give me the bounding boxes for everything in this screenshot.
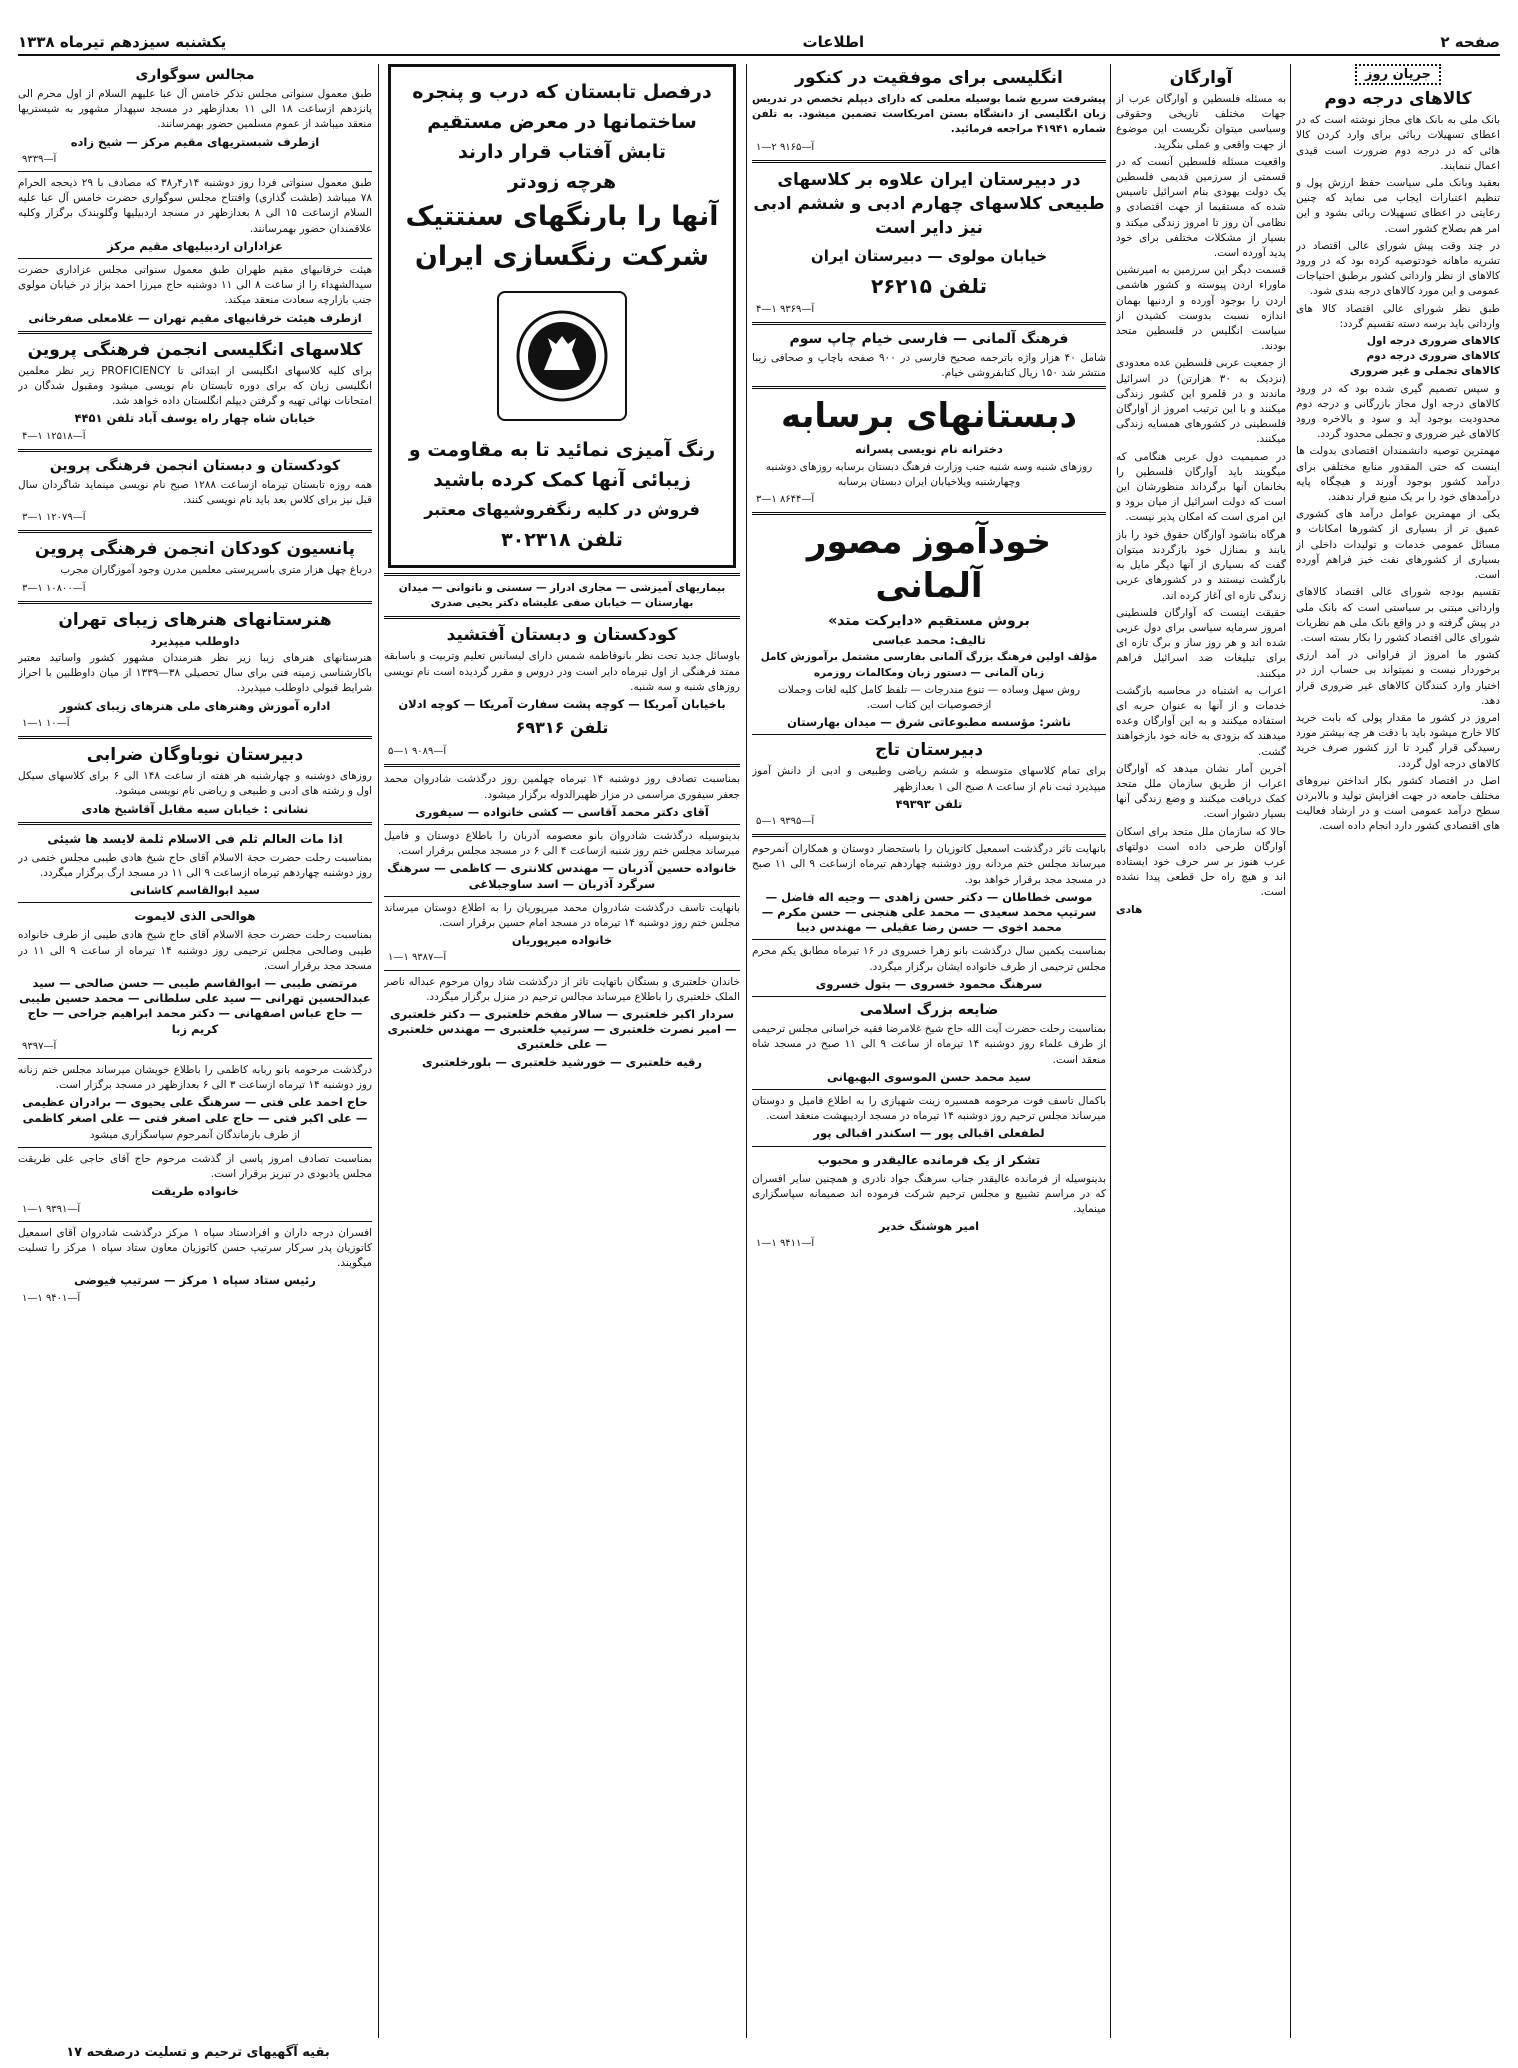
ad-text: روزهای دوشنبه و چهارشنبه هر هفته از ساعت ۱۴۸ الی ۶ برای کلاسهای سیکل اول و رشته های ادبی و طبیعی و ریاضی نام نویسی میشود. <box>18 770 372 798</box>
notice-text: بانهایت تاثر درگذشت اسمعیل کاتوزیان را باستحضار دوستان و همکاران آنمرحوم میرساند مجلس ختم مردانه روز دوشنبه چهاردهم تیرماه ازساعت ۹ الی ۱۱ صبح در مسجد مجد برقرار خواهد بود. <box>752 843 1106 886</box>
ad-code: آ—۸۶۴۴ ۱—۳ <box>756 494 815 506</box>
notice-names: حاج احمد علی فتی — سرهنگ علی یحیوی — برادران عظیمی — علی اکبر فتی — حاج علی اصغر فتی — علی اصغر کاظمی <box>22 1095 368 1125</box>
ad-code: آ—۹۳۶۹ ۱—۴ <box>756 303 815 315</box>
ad-text: روش سهل وساده — تنوع مندرجات — تلفظ کامل کلیه لغات وجملات ازخصوصیات این کتاب است. <box>777 683 1081 712</box>
notice-text: طبق معمول سنواتی فردا روز دوشنبه ۱۴ر۴ر۳۸ که مصادف با ۲۹ ذیحجه الحرام ۷۸ میباشد (طشت گذاری) وافتتاح مجلس سوگواری حضرت خامس آل عبا علیه السلام ازساعت ۱۵ الی ۸ بعدازظهر در مسجد اردبیلیها وگلوبندک برگزار وکلیه علاقمندان حضور بهمرسانند. <box>18 177 372 235</box>
notice-text: بمناسبت یکمین سال درگذشت بانو زهرا خسروی در ۱۶ تیرماه مطابق یکم محرم مجلس ترحیمی از طرف خانواده ایشان برگزار میگردد. <box>752 945 1106 973</box>
paragraph: حالا که سازمان ملل متحد برای اسکان آوارگان طرحی داده است دولتهای عرب هنوز بر سر حرف خود ایستاده اند و هیچ راه حل قطعی پیدا نشده است. <box>1116 825 1286 899</box>
ad-author: تالیف: محمد عباسی <box>872 633 986 648</box>
paragraph: یکی از مهمترین عوامل درآمد های کشوری عمیق تر از بسیاری از کشورها امکانات و مسائل عمومی خدمات و تولیدات داخلی از بسیاری از کشورهای نفت خیز فراهم آورده است. <box>1296 508 1500 582</box>
notice-names: موسی خطاطان — دکتر حسن زاهدی — وجیه اله فاضل — سرتیپ محمد سعیدی — محمد علی هنجنی — حسن مکرم — محمد اخوی — حسن رضا عقیلی — مهندس دیبا <box>761 889 1097 935</box>
notice-names: مرتضی طیبی — ابوالقاسم طیبی — حسن صالحی — سید عبدالحسین تهرانی — سید علی سلطانی — محمد حسین طیبی — حاج عباس اصفهانی — دکتر محمد ابراهیم جراحی — حاج کریم زبا <box>19 975 371 1036</box>
notice-signature: سید ابوالقاسم کاشانی <box>130 883 260 898</box>
ad-title: دبیرستان تاج <box>874 740 984 761</box>
ad-code: آ—۱۰۸۰۰ ۱—۳ <box>22 582 86 594</box>
ad-text: درباغ چهل هزار متری باسرپرستی معلمین مدرن وجود آموزگاران مجرب <box>60 564 372 577</box>
paragraph: بعقید وبانک ملی سیاست حفظ ارزش پول و تنظیم اعتبارات ایجاب می نماید که چنین رعایتی در اعطای تسهیلات ربائی بشود و این امر هم بصلاح کشور است. <box>1296 177 1500 235</box>
notice-text: بمناسبت رحلت حضرت حجة الاسلام آقای حاج شیخ هادی طیبی مجلس ختمی در روز دوشنبه چهاردهم تیرماه ازساعت ۹ الی ۱۱ در مسجد ارگ برگزار میگردد. <box>18 851 372 879</box>
ad-text: همه روزه تابستان تیرماه ازساعت ۱۲۸۸ صبح نام نویسی مینماید شاگردان سال قبل نیز برای کلاس بعد باید نام نویسی کنند. <box>18 478 372 507</box>
notice-text: افسران درجه داران و افرادستاد سپاه ۱ مرکز درگذشت شادروان آقای اسمعیل کاتوزیان پدر سرکار سرتیپ حسن کاتوزیان معاون ستاد سپاه ۱ مرکز را تسلیت میگویند. <box>18 1226 372 1270</box>
notice-signature: لطفعلی اقبالی پور — اسکندر اقبالی پور <box>813 1126 1045 1141</box>
ad-brand-line: آنها را بارنگهای سنتتیک <box>405 201 719 232</box>
paragraph: هرگاه بناشود آوارگان حقوق خود را باز یابند و بمنازل خود بازگردند میتوان گفت که بسیاری از آنها دیگر مایل به بازگشت نیستند و در کشورهای عربی زندگی تازه ای آغاز کرده اند. <box>1116 528 1286 602</box>
section-tag: جریان روز <box>1355 64 1441 85</box>
ad-line: درفصل تابستان که درب و پنجره <box>412 81 712 103</box>
ad-text: مؤلف اولین فرهنگ بزرگ آلمانی بفارسی مشتمل برآموزش کامل زبان آلمانی — دستور زبان ومکالمات روزمره <box>760 651 1098 679</box>
paragraph: در صمیمیت دول عربی هنگامی که میگویند باید آوارگان فلسطین را بخانمان آنها برگرداند منظورشان این است که دولت اسرائیل از میان برود و این امری است که امکان پذیر نیست. <box>1116 450 1286 524</box>
ad-signature: اداره آموزش وهنرهای ملی هنرهای زیبای کشور <box>59 698 331 713</box>
paragraph: کشور ما امروز از فراوانی در آمد ارزی برخوردار نیست و نمیتواند بی حساب ارز در اختیار وارد کنندگان کالاهای غیر ضروری قرار دهد. <box>1296 649 1500 707</box>
notice-text: بدینوسیله درگذشت شادروان بانو معصومه آذربان را باطلاع دوستان و فامیل میرساند مجلس ختم روز شنبه ازساعت ۴ الی ۶ در مسجد مجلس برقرار است. <box>384 830 740 858</box>
paragraph: و سپس تصمیم گیری شده بود که در ورود کالاهای درجه اول مجاز بازرگانی و درجه دوم محدودیت بوجود آید و سود و بالاخره ورود کالاهای غیر ضروری و تجملی محدود گردد. <box>1296 382 1500 441</box>
ad-phone: تلفن ۶۹۳۱۶ <box>515 718 609 738</box>
notice-signature: عزاداران اردبیلیهای مقیم مرکز <box>107 238 283 253</box>
ad-code: آ—۹۳۹۱ ۱—۱ <box>22 1203 81 1215</box>
ad-code: آ—۱۲۰۷۹ ۱—۳ <box>22 512 86 524</box>
ad-line: زیبائی آنها کمک کرده باشید <box>433 469 691 491</box>
ad-address: خیابان شاه چهار راه یوسف آباد تلفن ۴۴۵۱ <box>74 411 316 426</box>
notice-signature: ازطرف شبستریهای مقیم مرکز — شیخ زاده <box>70 134 320 149</box>
ads-column-left <box>384 64 740 2044</box>
column-rule <box>746 64 747 2038</box>
ad-line: تابش آفتاب قرار دارند <box>457 141 667 163</box>
ad-text: هنرستانهای هنرهای زیبا زیر نظر هنرمندان مشهور کشور واساتید معتبر باکارشناسی زمینه فنی برای سال تحصیلی ۳۸—۱۳۳۹ از میان داوطلبین با احراز شرایط قبولی داوطلب میپذیرد. <box>18 652 372 695</box>
notice-text: هیئت خرقانیهای مقیم طهران طبق معمول سنواتی مجلس عزاداری حضرت سیدالشهداء را از ساعت ۸ الی ۱۱ دوشنبه حاج میرزا احمد بزاز در خیابان مولوی جنب بازارچه سعادت منعقد میکند. <box>18 264 372 307</box>
paragraph: قسمت دیگر این سرزمین به امیرنشین ماوراء اردن پیوسته و کشور هاشمی اردن را بوجود آورده و اردنیها بهمان اندازه نسبت بدوست کشیدن از سیاست انگلیس در فلسطین متحد بودند. <box>1116 264 1286 353</box>
ad-subtitle: داوطلب میپذیرد <box>150 633 240 648</box>
notice-text: بانهایت تاسف درگذشت شادروان محمد میرپوریان را به اطلاع دوستان میرساند مجلس ختم روز دوشنبه ۱۴ تیرماه در مسجد امام حسین برقرار است. <box>384 901 740 930</box>
ad-code: آ—۹۰۸۹ ۱—۵ <box>388 746 447 758</box>
notice-signature: امیر هوشنگ خدیر <box>878 1219 980 1234</box>
notice-text: طبق معمول سنواتی مجلس تذکر خامس آل عبا علیهم السلام از اول محرم الی پانزدهم ازساعت ۱۸ الی ۱۱ بعدازظهر در مسجد سپهدار مشهور به شیستریها منعقد میباشد از عموم مسلمین حضور بهمرسانند. <box>18 88 372 131</box>
ad-line: فروش در کلیه رنگفروشیهای معتبر <box>424 500 700 519</box>
ad-text: برای کلیه کلاسهای انگلیسی از ابتدائی تا PROFICIENCY زیر نظر معلمین انگلیسی زبان که برای دوره تابستان نام نویسی میشود ومقبول شدگان در امتحانات نهائی تهیه و گرفتن دیپلم انگلستان داده خواهد شد. <box>18 364 372 408</box>
ad-title: فرهنگ آلمانی — فارسی خیام چاپ سوم <box>789 331 1069 348</box>
notice-signature: خانواده میرپوریان <box>511 933 613 948</box>
ad-text: برای تمام کلاسهای متوسطه و ششم ریاضی وطبیعی و ادبی از دانش آموز میپذیرد ثبت نام از ساعت ۸ صبح الی ۱ بعدازظهر <box>752 765 1106 793</box>
ad-brand-name: شرکت رنگسازی ایران <box>414 241 710 272</box>
ad-line: هرچه زودتر <box>507 171 617 193</box>
notice-text: خاندان خلعتبری و بستگان باتهایت تاثر از درگذشت شاد روان مرحوم عبداله ناصر الملک خلعتبری را باطلاع میرساند مجالس ترحیم در منزل برگزار میگردد. <box>384 975 740 1003</box>
notice-signature: آقای دکتر محمد آقاسی — کشی خانواده — سیفوری <box>415 804 709 819</box>
ad-title: پانسیون کودکان انجمن فرهنگی پروین <box>34 539 356 560</box>
ad-title: کلاسهای انگلیسی انجمن فرهنگی پروین <box>27 339 363 360</box>
ad-title: کودکستان و دبستان آفتشید <box>446 625 678 646</box>
ad-address: خیابان مولوی — دبیرستان ایران <box>810 246 1048 265</box>
paragraph: آخرین آمار نشان میدهد که آوارگان اعراب از طریق سازمان ملل متحد کمک دریافت میکنند و وضع زندگی آنها بسیار دشوار است. <box>1116 762 1286 821</box>
ad-code: آ—۹۳۹۵ ۱—۵ <box>756 816 815 828</box>
notice-text: باکمال تاسف فوت مرحومه همسیره زینت شهیازی را به اطلاع فامیل و دوستان میرساند مجلس ترحیم روز دوشنبه ۱۴ تیرماه در مسجد اردیبهشت منعقد است. <box>752 1094 1106 1123</box>
column-rule <box>1110 64 1111 2038</box>
ad-line: رنگ آمیزی نمائید تا به مقاومت و <box>408 439 716 461</box>
ad-title: انگلیسی برای موفقیت در کنکور <box>795 68 1063 88</box>
ad-phone: تلفن ۴۹۳۹۳ <box>895 796 963 811</box>
notice-text: بمناسبت رحلت حضرت حجة الاسلام آقای حاج شیخ هادی طیبی از طرف خانواده طیبی وصالحی مجلس ترحیمی روز دوشنبه ۱۴ تیرماه از ساعت ۹ الی ۱۱ در مسجد مجد برقرار است. <box>18 929 372 972</box>
ad-subtitle: بروش مستقیم «دایرکت متد» <box>828 613 1030 630</box>
ad-code: آ—۹۱۶۵ ۲—۱ <box>756 141 815 153</box>
paragraph: امروز در کشور ما مقدار پولی که بابت خرید کالا خارج میشود باید با دقت هر چه بیشتر مورد رسیدگی قرار گیرد تا ارز کشور صرف خرید کالاهای درجه اول گردد. <box>1296 711 1500 770</box>
ad-code: آ—۹۳۹۷ <box>22 1040 57 1052</box>
notice-signature: رئیس ستاد سپاه ۱ مرکز — سرتیپ فیوضی <box>74 1273 316 1288</box>
ad-text: در دبیرستان ایران علاوه بر کلاسهای طبیعی کلاسهای چهارم ادبی و ششم ادبی نیز دایر است <box>753 169 1105 238</box>
notice-names: سردار اکبر خلعتبری — سالار مفخم خلعتبری — دکتر خلعتبری — امیر نصرت خلعتبری — سرتیپ خلعتبری — مهندس خلعتبری — علی خلعتبری <box>387 1007 737 1052</box>
paragraph: در چند وقت پیش شورای عالی اقتصاد در تشریه ماهانه خودتوصیه کرده بود که در ورود کالاهای از نظر وارداتی کشور برطبق احتیاجات عمومی و این مورد کالاهای درجه بندی شود. <box>1296 239 1500 298</box>
paragraph: از جمعیت عربی فلسطین عده معدودی (نزدیک به ۳۰ هزارتن) در اسرائیل ماندند و در قلمرو این کشور زندگی میکنند و با این ترتیب امروز از آوارگان فلسطینی در کشورهای همسایه زندگی میکنند. <box>1116 357 1286 446</box>
notice-signature: خانواده طریقت <box>151 1184 239 1199</box>
ad-code: آ—۱۰ ۱—۱ <box>22 717 70 729</box>
notice-text: بمناسبت تصادف امروز پاسی از گذشت مرحوم حاج آقای حاجی علی طریقت مجلس یادبودی در تبریز برقرار است. <box>18 1152 372 1181</box>
paragraph: مهمترین توصیه دانشمندان اقتصادی بدولت ها اینست که حتی المقدور منابع مختلفی برای درآمد کشور بوجود آورند و هیچگاه پایه درآمدهای خود را بر یک منبع قرار ندهند. <box>1296 445 1500 504</box>
paragraph: بانک ملی به بانک های مجاز نوشته است که در اعطای تسهیلات ربائی برای وارد کردن کالا هائی که در درجه دوم ضرورت است قیدی اعمال ننمایند. <box>1296 114 1500 172</box>
page-number: صفحه ۲ <box>1440 33 1500 51</box>
paragraph: طبق نظر شورای عالی اقتصاد کالا های وارداتی باید برسه دسته تقسیم گردد: <box>1296 302 1500 330</box>
notice-title: تشکر از یک فرمانده عالیقدر و محبوب <box>817 1152 1041 1167</box>
ad-text: باوسائل جدید تحت نظر بانوفاطمه شمس دارای لیسانس تعلیم وتربیت و باسابقه ممتد فرهنگی از اول تیرماه دایر است ودر دروس و مقرر گردیده است نام نویسی روزهای شنبه و سه شنبه. <box>384 650 740 693</box>
ad-code: آ—۹۴۱۱ ۱—۱ <box>756 1238 815 1250</box>
paragraph: اعراب به اشتباه در محاسبه بازگشت خدمات و از آنها به عنوان حربه ای استفاده میکنند و به این آوارگان وعده میدهند که بزودی به خانه خود بازخواهند گشت. <box>1116 684 1286 758</box>
paragraph: حقیقت اینست که آوارگان فلسطینی امروز سرمایه سیاسی برای دول عربی شده اند و هر روز ساز و برگ تازه ای برای تبلیغات ضد اسرائیل فراهم میکنند. <box>1116 606 1286 680</box>
ad-text: شامل ۴۰ هزار واژه باترجمه صحیح فارسی در ۹۰۰ صفحه باچاپ و صحافی زیبا منتشر شد ۱۵۰ ریال کتابفروشی خیام. <box>752 352 1106 380</box>
ad-title: کودکستان و دبستان انجمن فرهنگی پروین <box>49 457 341 474</box>
ad-title: خودآموز مصور آلمانی <box>806 522 1052 607</box>
ad-address: نشانی : خیابان سیه مقابل آقاشیخ هادی <box>81 801 309 816</box>
editorial-column <box>1296 64 1500 2044</box>
notice-text: بدینوسیله از فرمانده عالیقدر جناب سرهنگ جواد نادری و همچنین سایر افسران که در مراسم تشییع و مجلس ترحیم شرکت فرموده اند صمیمانه سپاسگزاری مینماید. <box>752 1172 1106 1215</box>
paint-can-logo-icon <box>497 291 627 421</box>
issue-date: یکشنبه سیزدهم تیرماه ۱۳۳۸ <box>18 33 227 51</box>
ad-title: دبستانهای برسابه <box>781 396 1077 437</box>
column-rule <box>1290 64 1291 2038</box>
column-rule <box>378 64 379 2038</box>
ad-line: ساختمانها در معرض مستقیم <box>427 111 697 133</box>
notices-column <box>18 64 372 2004</box>
notice-signature: خانواده حسین آذربان — مهندس کلانتری — کاظمی — سرهنگ سرگرد آذربان — اسد ساوجبلاغی <box>387 861 737 891</box>
paragraph: به مسئله فلسطین و آوارگان عرب از جهات مختلف تاریخی وحقوقی وسیاسی میتوان نگریست این موضوع از جهت واقعی و عملی بنگرید. <box>1116 93 1286 151</box>
ad-text: روزهای شنبه وسه شنبه جنب وزارت فرهنگ دبستان برسابه روزهای دوشنبه وچهارشنبه ویلاخیابان ایران دبستان برسابه <box>765 460 1093 488</box>
notice-title: اذا مات العالم ثلم فی الاسلام ثلمة لایسد ها شیئی <box>47 831 343 846</box>
category-list: کالاهای ضروری درجه اول کالاهای ضروری درجه دوم کالاهای تجملی و غیر ضروری <box>1349 335 1500 378</box>
ad-code: آ—۹۴۰۱ ۱—۱ <box>22 1292 81 1304</box>
notice-text: بمناسبت تصادف روز دوشنبه ۱۴ تیرماه چهلمین روز درگذشت شادروان محمد جعفر سیفوری مراسمی در مزار ظهیرالدوله برگزار میشود. <box>384 773 740 801</box>
section-title: مجالس سوگواری <box>135 67 255 83</box>
ad-text: پیشرفت سریع شما بوسیله معلمی که دارای دیپلم تخصص در تدریس زبان انگلیسی از دانشگاه بستن امریکاست تضمین میشود. به تلفن شماره ۴۱۹۴۱ مراجعه فرمائید. <box>752 93 1106 136</box>
editorial-title: کالاهای درجه دوم <box>1324 89 1472 110</box>
notice-title: هوالحی الذی لایموت <box>134 909 256 924</box>
ad-title: دبیرستان نوباوگان ضرابی <box>86 745 304 766</box>
notice-signature: رقیه خلعتبری — خورشید خلعتبری — بلورخلعتبری <box>421 1054 703 1069</box>
paper-name: اطلاعات <box>802 33 865 51</box>
article-title: آوارگان <box>1169 68 1233 88</box>
masthead <box>18 30 1500 56</box>
notice-title: ضایعه بزرگ اسلامی <box>859 1002 999 1019</box>
paragraph: اصل در اقتصاد کشور بکار انداختن نیروهای مختلف جامعه در جهت افزایش تولید و بالابردن سطح درآمد عمومی است و در ارشاد فعالیت های اقتصادی کشور دارد انجام داده است. <box>1296 774 1500 833</box>
paint-company-ad <box>388 64 736 568</box>
notice-signature: سرهنگ محمود خسروی — بتول خسروی <box>815 976 1043 991</box>
ad-phone: تلفن ۳۰۲۳۱۸ <box>501 529 623 551</box>
ad-subtitle: دخترانه نام نویسی پسرانه <box>855 442 1003 457</box>
continued-notice: بقیه آگهیهای ترحیم و تسلیت درصفحه ۱۷ <box>66 2045 330 2060</box>
notice-signature: از طرف بازماندگان آنمرحوم سپاسگزاری میشود <box>89 1128 301 1141</box>
ad-code: آ—۹۳۸۷ ۱—۱ <box>388 952 447 964</box>
ad-text: بیماریهای آمیزشی — مجاری ادرار — سستی و ناتوانی — میدان بهارستان — خیابان صفی علیشاه دکتر یحیی صدری <box>398 582 726 610</box>
paragraph: واقعیت مسئله فلسطین آنست که در قسمتی از سرزمین قدیمی فلسطین یک دولت یهودی بنام اسرائیل تاسیس شده که مستقیما از جهت اقتصادی و نظامی آن روز تا امروز زندگی میکند و بسیار از مشکلات مختلفی برای خود پدید آورده است. <box>1116 155 1286 260</box>
paragraph: تقسیم بودجه شورای عالی اقتصاد کالاهای وارداتی مبتنی بر سیاستی است که بانک ملی در پیش گرفته و در واقع بانک ملی هم نظریات شورای عالی اقتصاد کشور را بکار بسته است. <box>1296 586 1500 644</box>
ad-publisher: ناشر: مؤسسه مطبوعاتی شرق — میدان بهارستان <box>787 715 1071 730</box>
notice-text: درگذشت مرحومه بانو ربابه کاظمی را باطلاع خویشان میرساند مجلس ختم زنانه روز دوشنبه ۱۴ تیرماه ازساعت ۳ الی ۶ بعدازظهر در مسجد برگزار است. <box>18 1063 372 1092</box>
ad-code: آ—۱۲۵۱۸ ۱—۴ <box>22 430 86 442</box>
notice-text: بمناسبت رحلت حضرت آیت الله حاج شیخ غلامرضا فقیه خراسانی مجلس ترحیمی از طرف علماء روز دوشنبه ۱۴ تیرماه از ساعت ۹ الی ۱۱ صبح در مسجد شاه منعقد است. <box>752 1023 1106 1066</box>
author-signature: هادی <box>1116 903 1143 916</box>
ad-phone: تلفن ۲۶۲۱۵ <box>870 273 988 298</box>
notice-signature: ازطرف هیئت خرقانیهای مقیم تهران — غلامعلی صفرخانی <box>28 310 362 325</box>
ad-code: آ—۹۳۳۹ <box>22 153 57 165</box>
ads-column-center <box>752 64 1106 2044</box>
notice-signature: سید محمد حسن الموسوی البهبهانی <box>826 1069 1032 1084</box>
ad-title: هنرستانهای هنرهای زیبای تهران <box>58 609 332 630</box>
ad-address: باخیابان آمریکا — کوچه پشت سفارت آمریکا — کوچه ادلان <box>398 697 726 712</box>
article-column <box>1116 64 1286 2044</box>
